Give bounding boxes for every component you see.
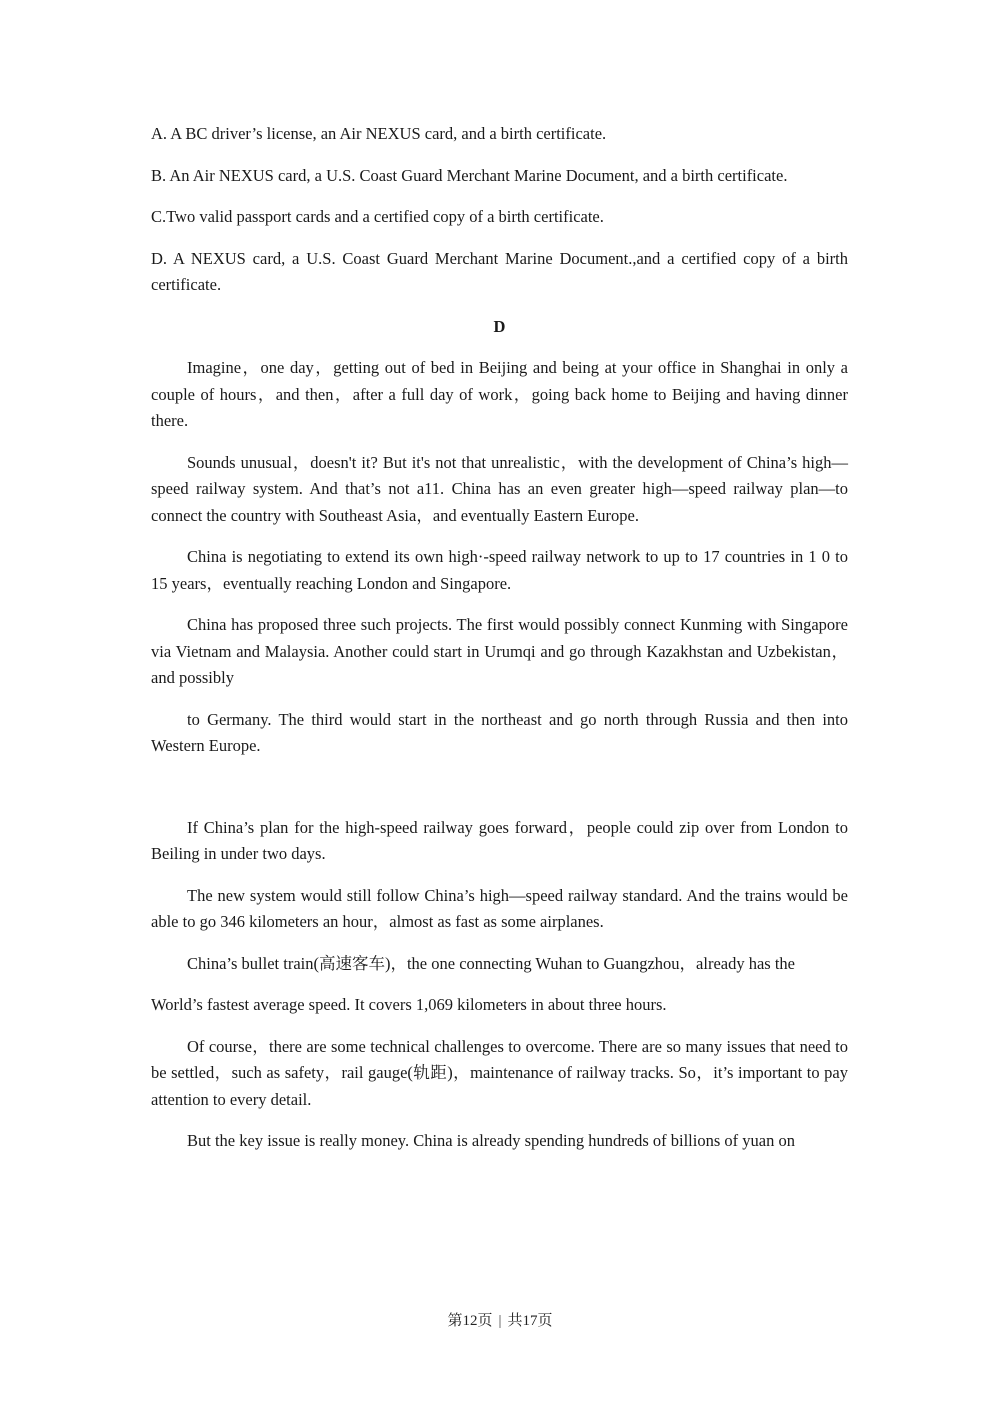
footer-separator: |	[498, 1313, 502, 1329]
paragraph: China is negotiating to extend its own high·-speed railway network to up to 17 countries in 1 0 to 15 years，eventually reaching London and Singapore.	[151, 547, 848, 593]
answer-option-c: C.Two valid passport cards and a certified copy of a birth certificate.	[151, 207, 604, 226]
paragraph: Sounds unusual，doesn't it? But it's not that unrealistic，with the development of China’s high—speed railway system. And that’s not a11. China has an even greater high—speed railway plan—to connect the country with Southeast Asia，and eventually Eastern Europe.	[151, 452, 848, 525]
page-footer	[0, 1309, 1000, 1330]
paragraph: The new system would still follow China’s high—speed railway standard. And the trains would be able to go 346 kilometers an hour，almost as fast as some airplanes.	[151, 885, 848, 931]
paragraph: But the key issue is really money. China is already spending hundreds of billions of yuan on	[187, 1131, 795, 1150]
paragraph: World’s fastest average speed. It covers 1,069 kilometers in about three hours.	[151, 995, 667, 1014]
answer-option-a: A. A BC driver’s license, an Air NEXUS card, and a birth certificate.	[151, 124, 607, 143]
paragraph: China’s bullet train(高速客车)，the one connecting Wuhan to Guangzhou，already has the	[187, 953, 796, 973]
blank-gap	[151, 775, 848, 815]
paragraph: Imagine，one day，getting out of bed in Beijing and being at your office in Shanghai in only a couple of hours，and then，after a full day of work，going back home to Beijing and having dinner there.	[151, 358, 848, 430]
paragraph: If China’s plan for the high-speed railway goes forward，people could zip over from London to Beiling in under two days.	[151, 817, 848, 863]
page-number: 第12页	[447, 1313, 493, 1329]
document-body	[151, 121, 848, 1170]
answer-option-b: B. An Air NEXUS card, a U.S. Coast Guard Merchant Marine Document, and a birth certificate.	[151, 165, 788, 185]
answer-option-d: D. A NEXUS card, a U.S. Coast Guard Merchant Marine Document.,and a certified copy of a birth certificate.	[151, 248, 848, 294]
paragraph: to Germany. The third would start in the northeast and go north through Russia and then into Western Europe.	[151, 709, 848, 755]
paragraph: China has proposed three such projects. The first would possibly connect Kunming with Singapore via Vietnam and Malaysia. Another could start in Urumqi and go through Kazakhstan and Uzbekistan，and possibly	[151, 615, 848, 687]
section-heading: D	[493, 316, 506, 336]
paragraph: Of course，there are some technical challenges to overcome. There are so many issues that need to be settled，such as safety，rail gauge(轨距)，maintenance of railway tracks. So，it’s important to pay attention to every detail.	[151, 1036, 848, 1109]
page-total: 共17页	[507, 1313, 553, 1329]
